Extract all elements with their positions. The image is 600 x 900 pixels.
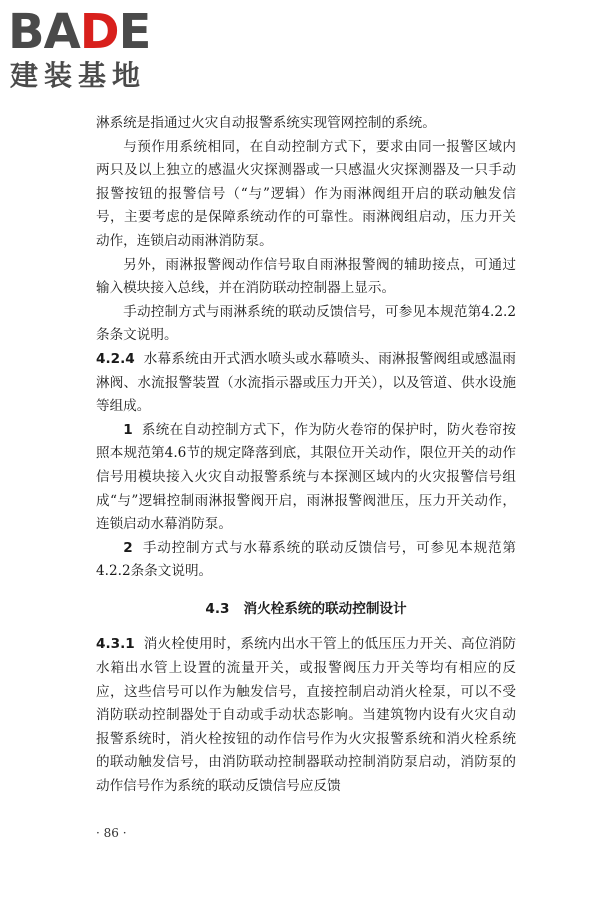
clause-number: 4.3.1 bbox=[96, 636, 135, 653]
paragraph-deluge-signal: 另外，雨淋报警阀动作信号取自雨淋报警阀的辅助接点，可通过输入模块接入总线，并在消防联动控制器上显示。 bbox=[96, 256, 516, 297]
item-number: 2 bbox=[123, 539, 133, 556]
brand-logo bbox=[8, 6, 178, 96]
item-number: 1 bbox=[123, 421, 133, 438]
clause-4-2-4 bbox=[96, 348, 516, 419]
logo-latin-text: BADE bbox=[8, 4, 151, 60]
section-number: 4.3 bbox=[205, 600, 230, 617]
paragraph-preaction: 与预作用系统相同，在自动控制方式下，要求由同一报警区域内两只及以上独立的感温火灾探测器或一只感温火灾探测器及一只手动报警按钮的报警信号（“与”逻辑）作为雨淋阀组开启的联动触发信号，主要考虑的是保障系统动作的可靠性。雨淋阀组启动，压力开关动作，连锁启动雨淋消防泵。 bbox=[96, 138, 516, 249]
logo-chinese-text: 建装基地 bbox=[10, 59, 147, 92]
list-item-2 bbox=[96, 537, 516, 584]
paragraph-continuation: 淋系统是指通过火灾自动报警系统实现管网控制的系统。 bbox=[96, 115, 436, 131]
page-number: · 86 · bbox=[96, 826, 127, 840]
clause-number: 4.2.4 bbox=[96, 350, 135, 367]
paragraph-manual-control: 手动控制方式与雨淋系统的联动反馈信号，可参见本规范第4.2.2条条文说明。 bbox=[96, 303, 516, 344]
section-title: 消火栓系统的联动控制设计 bbox=[243, 600, 407, 617]
clause-text: 消火栓使用时，系统内出水干管上的低压压力开关、高位消防水箱出水管上设置的流量开关，或报警阀压力开关等均有相应的反应，这些信号可以作为触发信号，直接控制启动消火栓泵，可以不受消防联动控制器处于自动或手动状态影响。当建筑物内设有火灾自动报警系统时，消火栓按钮的动作信号作为火灾报警系统和消火栓系统的联动触发信号，由消防联动控制器联动控制消防泵启动，消防泵的动作信号作为系统的联动反馈信号应反馈 bbox=[96, 636, 516, 795]
list-item-1 bbox=[96, 419, 516, 537]
page-body bbox=[96, 112, 516, 799]
item-text: 手动控制方式与水幕系统的联动反馈信号，可参见本规范第4.2.2条条文说明。 bbox=[96, 539, 516, 580]
clause-text: 水幕系统由开式洒水喷头或水幕喷头、雨淋报警阀组或感温雨淋阀、水流报警装置（水流指示器或压力开关），以及管道、供水设施等组成。 bbox=[96, 350, 516, 415]
item-text: 系统在自动控制方式下，作为防火卷帘的保护时，防火卷帘按照本规范第4.6节的规定降落到底，其限位开关动作，限位开关的动作信号用模块接入火灾自动报警系统与本探测区域内的火灾报警信号组成“与”逻辑控制雨淋报警阀开启，雨淋报警阀泄压，压力开关动作，连锁启动水幕消防泵。 bbox=[96, 421, 516, 533]
clause-4-3-1 bbox=[96, 633, 516, 798]
logo-accent-letter: D bbox=[79, 4, 119, 60]
section-heading-4-3 bbox=[96, 598, 516, 622]
